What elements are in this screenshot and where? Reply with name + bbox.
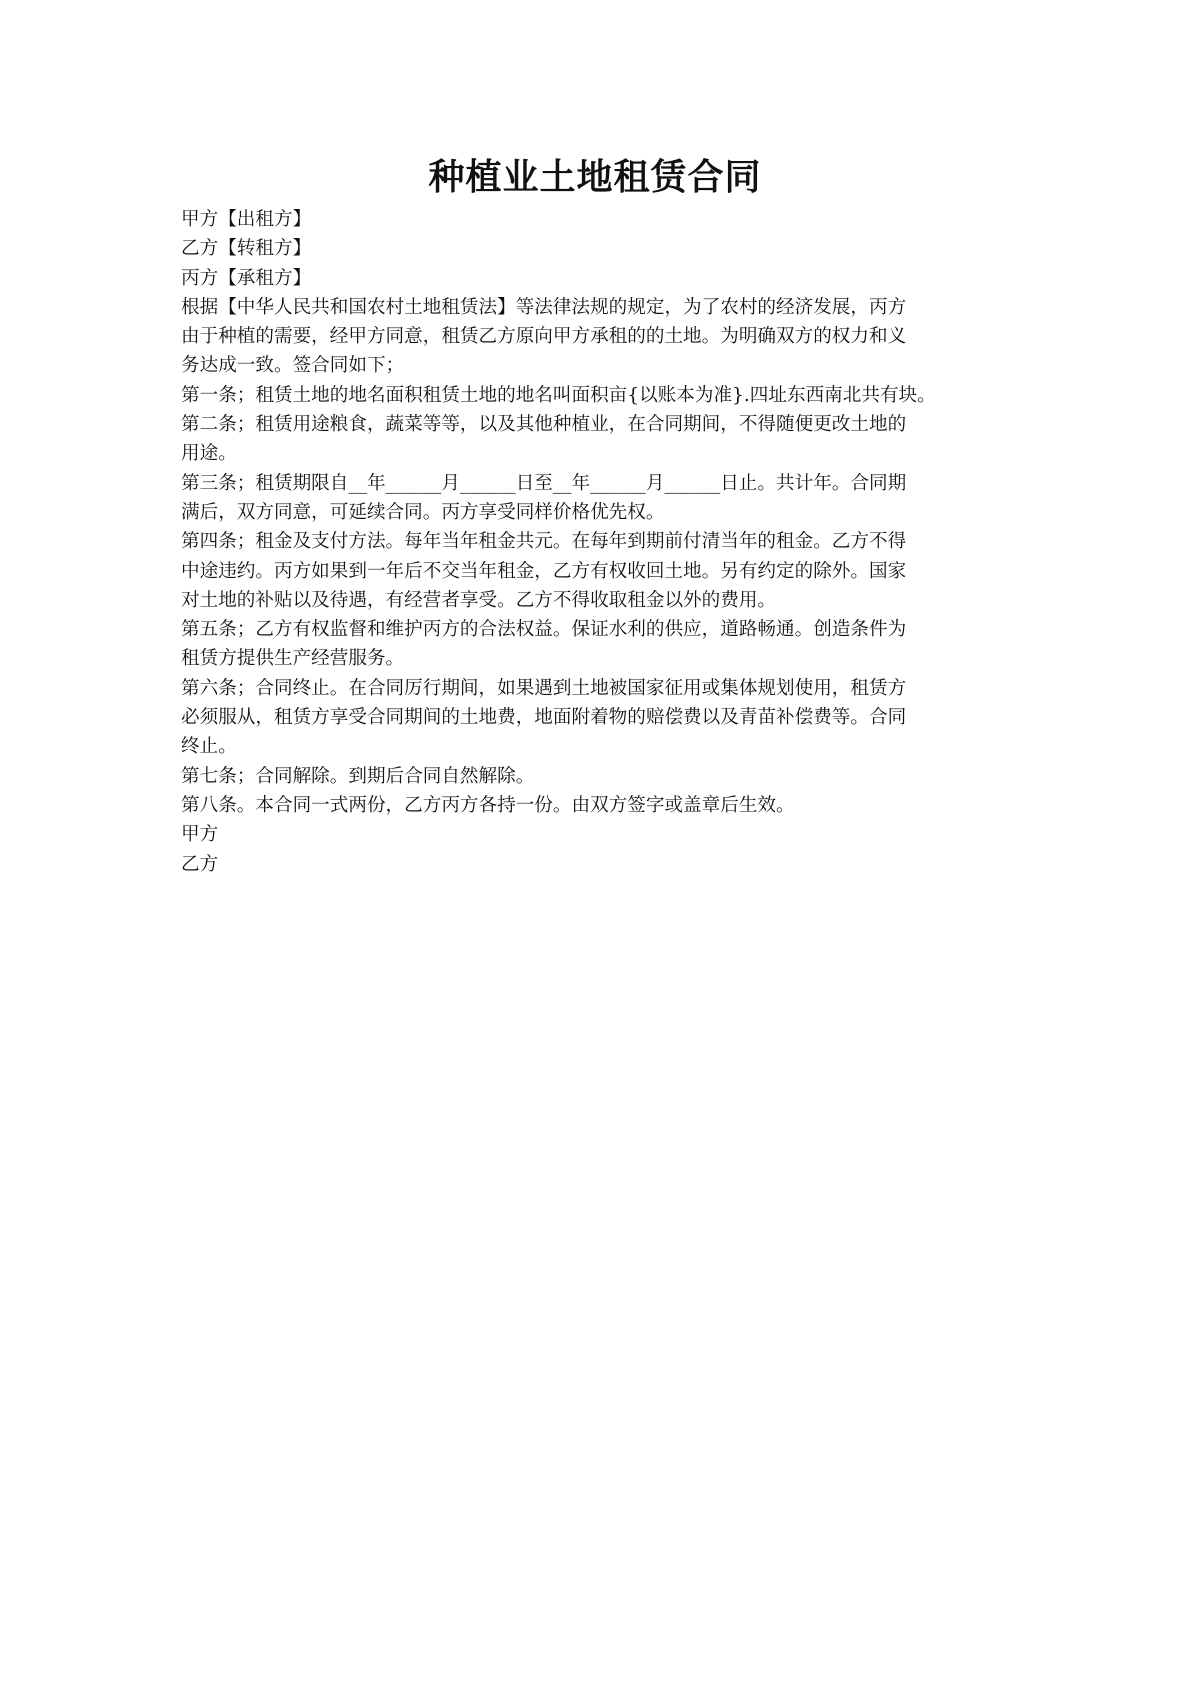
paragraph-line: 第五条；乙方有权监督和维护丙方的合法权益。保证水利的供应，道路畅通。创造条件为: [181, 619, 907, 641]
article-8: [181, 791, 1021, 820]
paragraph-line: 第四条；租金及支付方法。每年当年租金共元。在每年到期前付清当年的租金。乙方不得: [181, 531, 907, 553]
paragraph-line: 第七条；合同解除。到期后合同自然解除。: [181, 765, 535, 787]
paragraph-line: 务达成一致。签合同如下；: [181, 355, 405, 377]
paragraph-line: 租赁方提供生产经营服务。: [181, 648, 405, 670]
paragraph-line: 由于种植的需要，经甲方同意，租赁乙方原向甲方承租的的土地。为明确双方的权力和义: [181, 326, 907, 348]
paragraph-line: 对土地的补贴以及待遇，有经营者享受。乙方不得收取租金以外的费用。: [181, 589, 777, 611]
article-5: [181, 615, 1021, 674]
paragraph-line: 第一条；租赁土地的地名面积租赁土地的地名叫面积亩{以账本为准}.四址东西南北共有块。: [181, 384, 936, 406]
article-6: [181, 674, 1021, 762]
signature-party-b: 乙方: [181, 853, 219, 875]
article-2: [181, 410, 1021, 469]
document-title: 种植业土地租赁合同: [428, 156, 762, 198]
article-1: [181, 381, 1021, 410]
paragraph-line: 中途违约。丙方如果到一年后不交当年租金，乙方有权收回土地。另有约定的除外。国家: [181, 560, 907, 582]
preamble-paragraph: [181, 293, 1021, 381]
article-7: [181, 762, 1021, 791]
paragraph-line: 用途。: [181, 443, 237, 465]
paragraph-line: 第六条；合同终止。在合同厉行期间，如果遇到土地被国家征用或集体规划使用，租赁方: [181, 677, 907, 699]
party-sublessor: 乙方【转租方】: [181, 238, 312, 260]
paragraph-line: 满后，双方同意，可延续合同。丙方享受同样价格优先权。: [181, 501, 665, 523]
paragraph-line: 终止。: [181, 736, 237, 758]
document-body: [181, 205, 1021, 879]
party-lessee: 丙方【承租方】: [181, 267, 312, 289]
party-lessor: 甲方【出租方】: [181, 209, 312, 230]
paragraph-line: 根据【中华人民共和国农村土地租赁法】等法律法规的规定，为了农村的经济发展，丙方: [181, 296, 907, 318]
paragraph-line: 必须服从，租赁方享受合同期间的土地费，地面附着物的赔偿费以及青苗补偿费等。合同: [181, 707, 907, 729]
paragraph-line: 第八条。本合同一式两份，乙方丙方各持一份。由双方签字或盖章后生效。: [181, 794, 795, 816]
paragraph-line: 第二条；租赁用途粮食，蔬菜等等，以及其他种植业，在合同期间，不得随便更改土地的: [181, 414, 907, 436]
paragraph-line: 第三条；租赁期限自__年______月______日至__年______月______日止。共计年。合同期: [181, 472, 907, 494]
article-4: [181, 527, 1021, 615]
article-3: [181, 469, 1021, 528]
signature-party-a: 甲方: [181, 824, 219, 846]
